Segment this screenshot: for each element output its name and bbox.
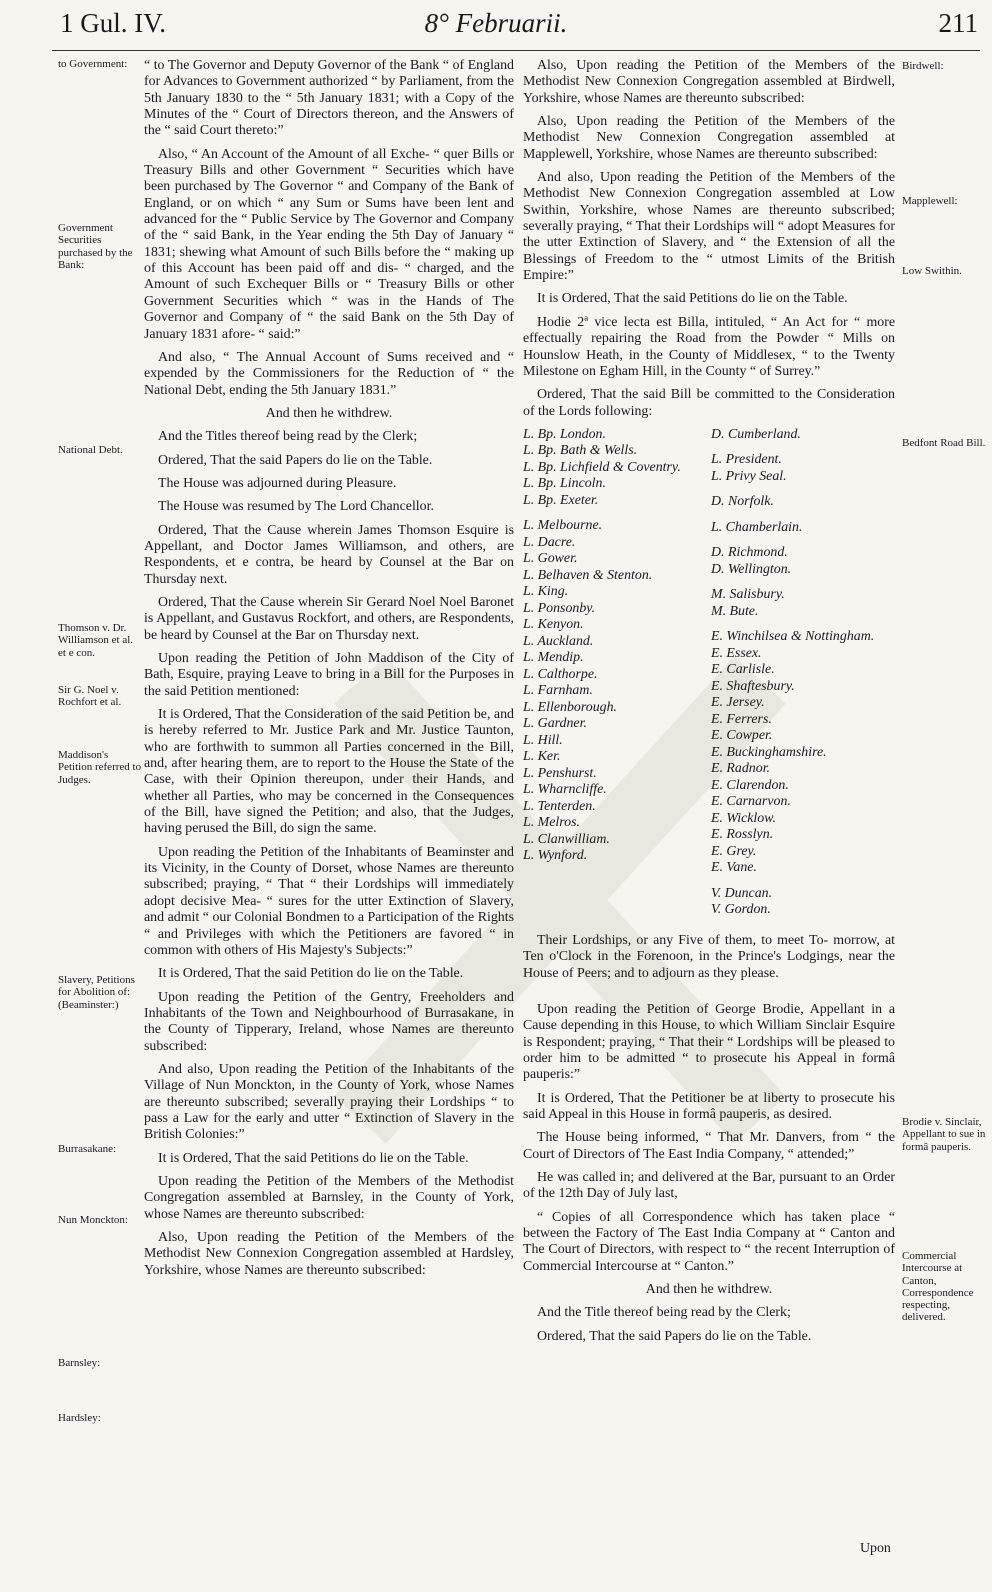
paragraph: Their Lordships, or any Five of them, to meet To- morrow, at Ten o'Clock in the Forenoon, in the Prince's Lodgings, near the House of Peers; and to adjourn as they please.	[523, 932, 895, 981]
lord-name: L. Melbourne.	[523, 518, 603, 534]
lord-name: L. Calthorpe.	[523, 666, 598, 682]
lords-group-gap	[523, 509, 711, 518]
margin-note: Government Securities purchased by the Bank:	[58, 222, 133, 271]
paragraph: Upon reading the Petition of George Brodie, Appellant in a Cause depending in this House, to which William Sinclair Esquire is Respondent; praying, “ That their “ Lordships will be pleased to order him to be admitted “ to prosecute his Appeal in formâ pauperis:”	[523, 1001, 895, 1083]
paragraph: Ordered, That the Cause wherein Sir Gerard Noel Noel Baronet is Appellant, and Gustavus Rockfort, and others, are Respondents, be heard by Counsel at the Bar on Thursday next.	[144, 594, 514, 643]
lords-group-gap	[711, 877, 895, 886]
paragraph: Upon reading the Petition of John Maddison of the City of Bath, Esquire, praying Leave to bring in a Bill for the Purposes in the said Petition mentioned:	[144, 651, 514, 699]
lords-list-left	[523, 427, 711, 919]
paragraph: Upon reading the Petition of the Gentry, Freeholders and Inhabitants of the Town and Neighbourhood of Burrasakane, in the County of Tipperary, Ireland, whose Names are thereunto subscribed:	[144, 989, 514, 1054]
lord-name: L. Bp. Bath & Wells.	[523, 443, 638, 459]
paragraph: Also, Upon reading the Petition of the Members of the Methodist New Connexion Congregation assembled at Hardsley, Yorkshire, whose Names are thereunto subscribed:	[144, 1230, 514, 1278]
paragraph: Also, “ An Account of the Amount of all Exche- “ quer Bills or Treasury Bills and other Government “ Securities which have been purchased by The Governor “ and Company of the Bank of England, or on which “ any Sum or Sums have been lent and advanced for the “ Public Service by The Governor and Company of the “ said Bank, in the Year ending the 5th Day of January “ 1831; shewing what Amount of such Bills before the “ making up of this Account has been paid off and dis- “ charged, and the Amount of such Exchequer Bills or “ Treasury Bills or other Government Securities which “ was in the Hands of The Governor and Company of “ the said Bank on the 5th Day of January 1831 afore- “ said:”	[144, 146, 514, 342]
lord-name: E. Wicklow.	[711, 810, 776, 826]
lord-name: L. President.	[711, 452, 782, 468]
paragraph: It is Ordered, That the Consideration of the said Petition be, and is hereby referred to Mr. Justice Park and Mr. Justice Taunton, who are forthwith to summon all Parties concerned in the Bill, and, after hearing them, are to report to the House the State of the Case, with their Opinion thereupon, under their Hands, and whether all Parties, who may be concerned in the Consequences of the Bill, have signed the Petition; and also, that the Judges, having perused the Bill, do sign the same.	[144, 707, 514, 837]
lord-name: E. Clarendon.	[711, 777, 789, 793]
margin-note: Low Swithin.	[902, 265, 962, 277]
margin-note: Hardsley:	[58, 1412, 101, 1424]
paragraph: And also, Upon reading the Petition of the Members of the Methodist New Connexion Congregation assembled at Low Swithin, Yorkshire, whose Names are thereunto subscribed; severally praying, “ That their Lordships will “ adopt Measures for the utter Extinction of Slavery, and “ the Extension of all the Blessings of Freedom to the “ utmost Limits of the British Empire:”	[523, 170, 895, 284]
lords-group-gap	[711, 536, 895, 545]
margin-note: Thomson v. Dr. Williamson et al. et e con.	[58, 622, 134, 659]
lords-group-gap	[711, 620, 895, 629]
margin-note: Nun Monckton:	[58, 1214, 128, 1226]
margin-note: Burrasakane:	[58, 1143, 117, 1155]
lord-name: L. Ellenborough.	[523, 699, 618, 715]
lord-name: E. Essex.	[711, 645, 762, 661]
lord-name: L. King.	[523, 584, 569, 600]
lord-name: D. Cumberland.	[711, 426, 801, 442]
lord-name: L. Clanwilliam.	[523, 831, 610, 847]
lord-name: E. Carnarvon.	[711, 794, 791, 810]
catchword: Upon	[860, 1541, 891, 1556]
lord-name: V. Gordon.	[711, 902, 771, 918]
paragraph: Also, Upon reading the Petition of the Members of the Methodist New Connexion Congregation assembled at Birdwell, Yorkshire, whose Names are thereunto subscribed:	[523, 58, 895, 106]
lord-name: L. Melros.	[523, 815, 580, 831]
margin-note: Birdwell:	[902, 60, 944, 72]
margin-note: Sir G. Noel v. Rochfort et al.	[58, 684, 122, 709]
lord-name: M. Bute.	[711, 603, 759, 619]
margin-note: Slavery, Petitions for Abolition of: (Beaminster:)	[58, 974, 135, 1011]
paragraph: Also, Upon reading the Petition of the Members of the Methodist New Connexion Congregation assembled at Mapplewell, Yorkshire, whose Names are thereunto subscribed:	[523, 114, 895, 162]
margin-note: Maddison's Petition referred to Judges.	[58, 749, 142, 786]
margin-note: Brodie v. Sinclair, Appellant to sue in formâ pauperis.	[902, 1116, 986, 1153]
lord-name: L. Bp. Lichfield & Coventry.	[523, 459, 681, 475]
lord-name: L. Bp. Lincoln.	[523, 476, 606, 492]
paragraph: It is Ordered, That the said Petitions do lie on the Table.	[158, 1150, 469, 1166]
lord-name: L. Gower.	[523, 551, 578, 567]
margin-note: Mapplewell:	[902, 195, 958, 207]
header-rule	[52, 50, 980, 51]
margin-note: Bedfont Road Bill.	[902, 437, 986, 449]
lord-name: E. Jersey.	[711, 695, 765, 711]
paragraph: “ to The Governor and Deputy Governor of the Bank “ of England for Advances to Government authorized “ by Parliament, from the 5th January 1830 to the “ 5th January 1831; with a Copy of the Minutes of the “ Court of Directors thereon, and the Answers of the “ said Court thereto:”	[144, 58, 514, 139]
margin-note: Commercial Intercourse at Canton, Correspondence respecting, delivered.	[902, 1250, 974, 1324]
lord-name: E. Rosslyn.	[711, 827, 774, 843]
lords-list-right	[711, 427, 895, 919]
paragraph: Ordered, That the said Papers do lie on the Table.	[537, 1328, 812, 1344]
paragraph: And the Titles thereof being read by the Clerk;	[158, 429, 418, 445]
lord-name: E. Buckinghamshire.	[711, 744, 827, 760]
paragraph: And also, “ The Annual Account of Sums received and “ expended by the Commissioners for the Reduction of “ the National Debt, ending the 5th January 1831.”	[144, 349, 514, 398]
lord-name: L. Chamberlain.	[711, 519, 803, 535]
paragraph: Upon reading the Petition of the Members of the Methodist Congregation assembled at Barnsley, in the County of York, whose Names are thereunto subscribed:	[144, 1173, 514, 1222]
lord-name: E. Vane.	[711, 860, 757, 876]
margin-note: National Debt.	[58, 444, 123, 456]
lord-name: D. Wellington.	[711, 561, 792, 577]
lord-name: L. Bp. London.	[523, 426, 606, 442]
lords-group-gap	[711, 578, 895, 587]
lord-name: L. Privy Seal.	[711, 468, 787, 484]
paragraph: The House was adjourned during Pleasure.	[158, 475, 397, 491]
lord-name: L. Ponsonby.	[523, 600, 596, 616]
paragraph: Hodie 2ª vice lecta est Billa, intituled, “ An Act for “ more effectually repairing the Road from the Powder “ Mills on Hounslow Heath, in the County of Middlesex, “ to the Twenty Milestone on Egham Hill, in the County “ of Surrey.”	[523, 314, 895, 379]
paragraph: The House being informed, “ That Mr. Danvers, from “ the Court of Directors of The East India Company, “ attended;”	[523, 1130, 895, 1162]
left-column	[144, 58, 514, 1286]
lord-name: L. Wharncliffe.	[523, 782, 607, 798]
paragraph: And the Title thereof being read by the Clerk;	[537, 1305, 791, 1321]
paragraph: “ Copies of all Correspondence which has taken place “ between the Factory of The East India Company at “ Canton and The Court of Directors, with respect to “ the recent Interruption of Commercial Intercourse at “ Canton.”	[523, 1209, 895, 1274]
lord-name: L. Kenyon.	[523, 617, 584, 633]
lords-group-gap	[711, 443, 895, 452]
header-date: 8° Februarii.	[424, 8, 568, 38]
right-column	[523, 58, 895, 1352]
lord-name: L. Hill.	[523, 732, 563, 748]
lords-committee-list	[523, 427, 895, 919]
lord-name: L. Belhaven & Stenton.	[523, 567, 653, 583]
lord-name: E. Ferrers.	[711, 711, 772, 727]
lord-name: L. Ker.	[523, 749, 561, 765]
lord-name: L. Tenterden.	[523, 798, 596, 814]
lord-name: M. Salisbury.	[711, 587, 785, 603]
header-regnal-year: 1 Gul. IV.	[60, 8, 167, 38]
lord-name: E. Radnor.	[711, 761, 771, 777]
lord-name: D. Richmond.	[711, 545, 788, 561]
lords-group-gap	[711, 485, 895, 494]
paragraph: Ordered, That the Cause wherein James Thomson Esquire is Appellant, and Doctor James Williamson, and others, are Respondents, et e contra, be heard by Counsel at the Bar on Thursday next.	[144, 522, 514, 587]
margin-note: to Government:	[58, 58, 128, 70]
paragraph: He was called in; and delivered at the Bar, pursuant to an Order of the 12th Day of July last,	[523, 1170, 895, 1202]
page-header	[0, 8, 992, 52]
paragraph: It is Ordered, That the Petitioner be at liberty to prosecute his said Appeal in this House in formâ pauperis, as desired.	[523, 1090, 895, 1122]
lord-name: E. Carlisle.	[711, 662, 775, 678]
lords-group-gap	[711, 511, 895, 520]
lord-name: L. Farnham.	[523, 683, 593, 699]
margin-note: Barnsley:	[58, 1357, 101, 1369]
paragraph: And then he withdrew.	[645, 1282, 773, 1298]
lord-name: L. Auckland.	[523, 633, 594, 649]
paragraph: It is Ordered, That the said Petition do lie on the Table.	[158, 966, 464, 982]
page-number: 211	[938, 8, 978, 38]
paragraph: And also, Upon reading the Petition of the Inhabitants of the Village of Nun Monckton, in the County of York, whose Names are thereunto subscribed; severally praying their Lordships “ to pass a Law for the early and utter “ Extinction of Slavery in the British Colonies:”	[144, 1061, 514, 1143]
paragraph: Upon reading the Petition of the Inhabitants of Beaminster and its Vicinity, in the County of Dorset, whose Names are thereunto subscribed; praying, “ That “ their Lordships will immediately adopt decisive Mea- “ sures for the utter Extinction of Slavery, and admit “ our Colonial Bondmen to a Participation of the Rights “ and Privileges with which the Petitioners are favored “ in common with others of His Majesty's Subjects:”	[144, 844, 514, 958]
lord-name: E. Shaftesbury.	[711, 678, 795, 694]
lord-name: E. Grey.	[711, 843, 757, 859]
lord-name: V. Duncan.	[711, 885, 773, 901]
lord-name: L. Gardner.	[523, 716, 587, 732]
lord-name: L. Dacre.	[523, 534, 576, 550]
lord-name: L. Penshurst.	[523, 765, 597, 781]
paragraph: The House was resumed by The Lord Chancellor.	[158, 499, 434, 515]
lord-name: L. Wynford.	[523, 848, 588, 864]
lord-name: D. Norfolk.	[711, 494, 774, 510]
paragraph: And then he withdrew.	[265, 405, 393, 421]
lord-name: E. Cowper.	[711, 728, 773, 744]
lord-name: L. Bp. Exeter.	[523, 492, 599, 508]
paragraph: Ordered, That the said Bill be committed to the Consideration of the Lords following:	[523, 387, 895, 419]
lord-name: L. Mendip.	[523, 650, 584, 666]
lord-name: E. Winchilsea & Nottingham.	[711, 629, 875, 645]
paragraph: It is Ordered, That the said Petitions do lie on the Table.	[537, 291, 848, 307]
paragraph: Ordered, That the said Papers do lie on the Table.	[158, 452, 433, 468]
